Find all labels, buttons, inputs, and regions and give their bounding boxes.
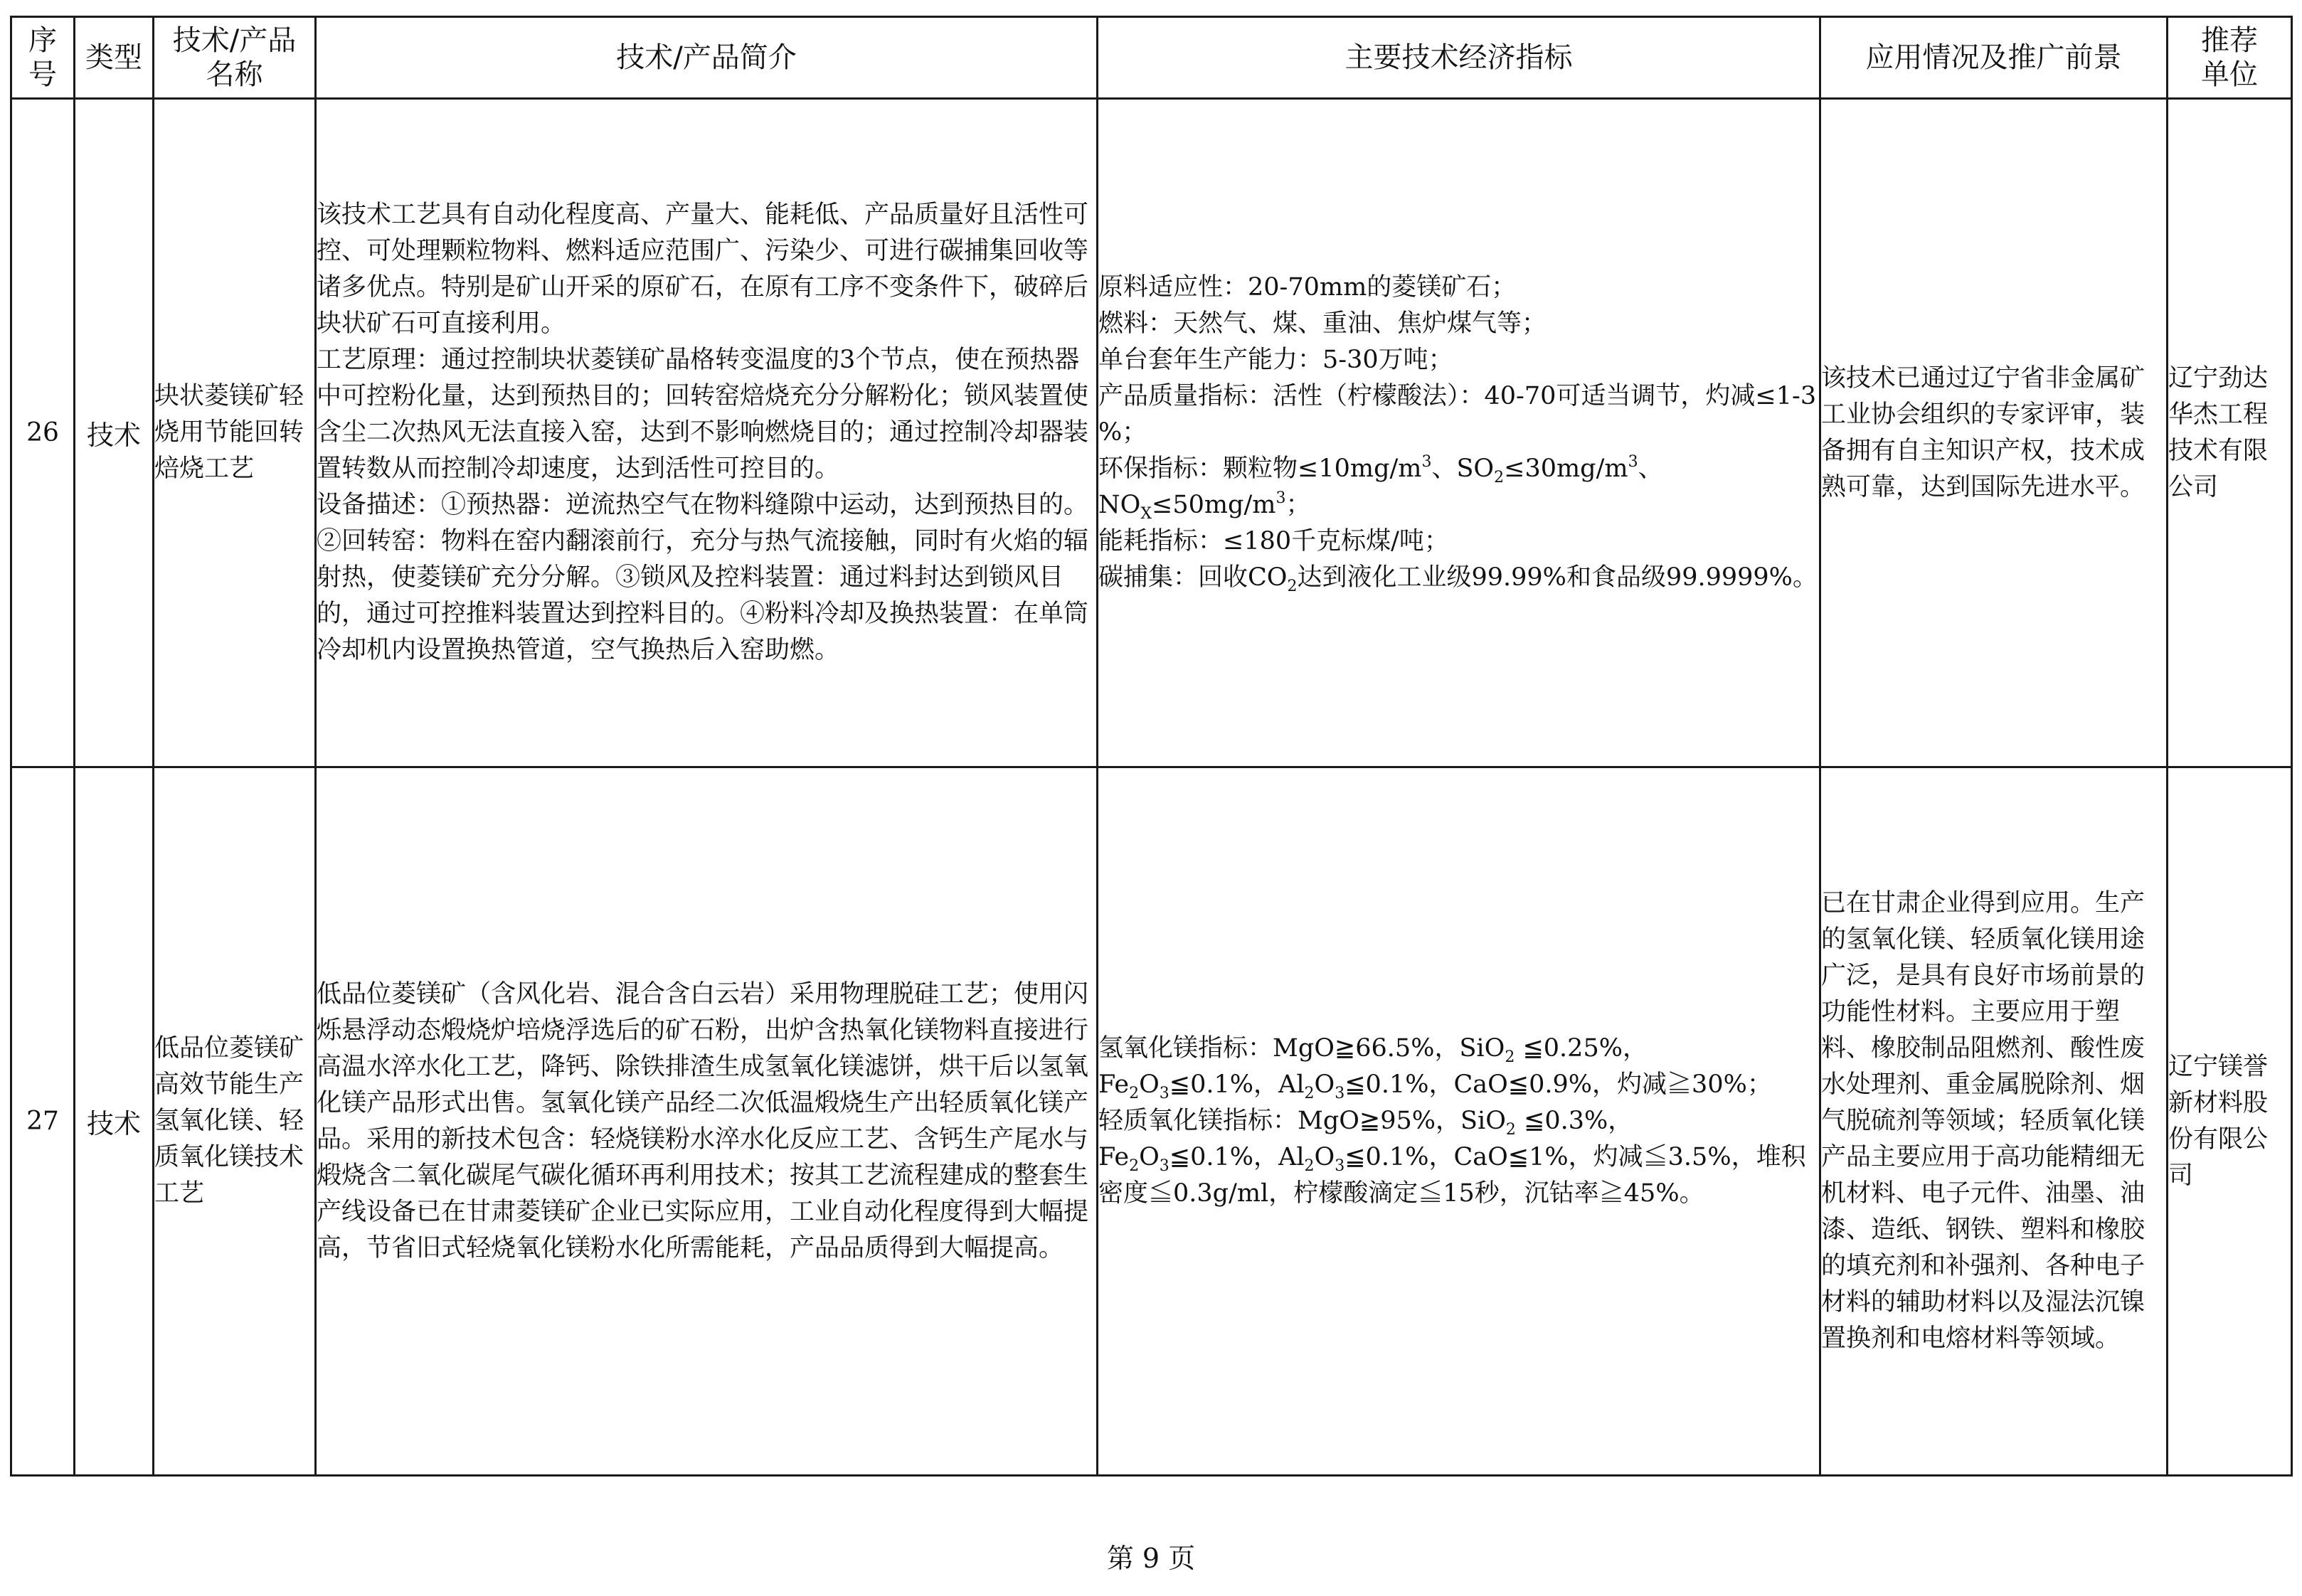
intro-paragraph: 该技术工艺具有自动化程度高、产量大、能耗低、产品质量好且活性可控、可处理颗粒物料、燃料适应范围广、污染少、可进行碳捕集回收等诸多优点。特别是矿山开采的原矿石，在原有工序不变条件下，破碎后块状矿石可直接利用。	[317, 201, 1089, 338]
metric-fuel: 燃料：天然气、煤、重油、焦炉煤气等；	[1098, 309, 1547, 338]
header-metrics: 主要技术经济指标	[1098, 17, 1820, 99]
row-metrics	[1098, 99, 1820, 767]
intro-paragraph: 低品位菱镁矿（含风化岩、混合含白云岩）采用物理脱硅工艺；使用闪烁悬浮动态煅烧炉培烧浮选后的矿石粉，出炉含热氧化镁物料直接进行高温水淬水化工艺，降钙、除铁排渣生成氢氧化镁滤饼，烘干后以氢氧化镁产品形式出售。氢氧化镁产品经二次低温煅烧生产出轻质氧化镁产品。采用的新技术包含：轻烧镁粉水淬水化反应工艺、含钙生产尾水与煅烧含二氧化碳尾气碳化循环再利用技术；按其工艺流程建成的整套生产线设备已在甘肃菱镁矿企业已实际应用，工业自动化程度得到大幅提高，节省旧式轻烧氧化镁粉水化所需能耗，产品品质得到大幅提高。	[317, 979, 1089, 1262]
row-type: 技术	[75, 767, 154, 1476]
row-type: 技术	[75, 99, 154, 767]
metric-magnesium-hydroxide: 氢氧化镁指标：MgO≧66.5%，SiO$_2$ ≦0.25%， $Fe_2O_3≦0.1\%$，$Al_2O_3≦0.1\%$，CaO≦0.9%，灼减≧30%；	[1098, 1034, 1772, 1102]
row-intro	[316, 99, 1098, 767]
row-name: 块状菱镁矿轻烧用节能回转焙烧工艺	[154, 99, 316, 767]
intro-paragraph: 工艺原理：通过控制块状菱镁矿晶格转变温度的3个节点，使在预热器中可控粉化量，达到预热目的；回转窑焙烧充分分解粉化；锁风装置使含尘二次热风无法直接入窑，达到不影响燃烧目的；通过控制冷却器装置转数从而控制冷却速度，达到活性可控目的。	[317, 346, 1089, 483]
metric-light-magnesia: 轻质氧化镁指标：MgO≧95%，SiO$_2$ ≦0.3%， $Fe_2O_3≦0.1\%$，$Al_2O_3≦0.1\%$，CaO≦1%，灼减≦3.5%，堆积密度≦0.3g/ml，柠檬酸滴定≦15秒，沉钴率≧45%。	[1098, 1107, 1806, 1208]
header-intro: 技术/产品简介	[316, 17, 1098, 99]
metric-environment: 环保指标：颗粒物$\le 10mg/m^3$、$SO_2\le 30mg/m^3$、$NO_X\le 50mg/m^3$；	[1098, 453, 1663, 523]
row-metrics	[1098, 767, 1820, 1476]
product-table	[10, 16, 2293, 1477]
table-row	[11, 99, 2292, 767]
metric-quality: 产品质量指标：活性（柠檬酸法）：40-70可适当调节，灼减≤1-3 %；	[1098, 382, 1817, 447]
table-row	[11, 767, 2292, 1476]
page-number: 第 9 页	[1106, 1543, 1196, 1574]
metric-carbon: 碳捕集：回收$CO_2$达到液化工业级99.99%和食品级99.9999%。	[1098, 563, 1818, 595]
row-application: 已在甘肃企业得到应用。生产的氢氧化镁、轻质氧化镁用途广泛，是具有良好市场前景的功能性材料。主要应用于塑料、橡胶制品阻燃剂、酸性废水处理剂、重金属脱除剂、烟气脱硫剂等领域；轻质氧化镁产品主要应用于高功能精细无机材料、电子元件、油墨、油漆、造纸、钢铁、塑料和橡胶的填充剂和补强剂、各种电子材料的辅助材料以及湿法沉镍置换剂和电熔材料等领域。	[1820, 767, 2168, 1476]
header-unit: 推荐 单位	[2168, 17, 2292, 99]
metric-raw: 原料适应性：20-70mm的菱镁矿石；	[1098, 273, 1517, 302]
header-row	[11, 17, 2292, 99]
row-application: 该技术已通过辽宁省非金属矿工业协会组织的专家评审，装备拥有自主知识产权，技术成熟可靠，达到国际先进水平。	[1820, 99, 2168, 767]
row-number: 26	[11, 99, 75, 767]
row-number: 27	[11, 767, 75, 1476]
header-type: 类型	[75, 17, 154, 99]
metric-capacity: 单台套年生产能力：5-30万吨；	[1098, 346, 1453, 374]
header-name: 技术/产品 名称	[154, 17, 316, 99]
header-application: 应用情况及推广前景	[1820, 17, 2168, 99]
row-intro	[316, 767, 1098, 1476]
row-unit: 辽宁劲达华杰工程技术有限公司	[2168, 99, 2292, 767]
row-unit: 辽宁镁誉新材料股份有限公司	[2168, 767, 2292, 1476]
row-name: 低品位菱镁矿高效节能生产氢氧化镁、轻质氧化镁技术工艺	[154, 767, 316, 1476]
metric-energy: 能耗指标：≤180千克标煤/吨；	[1098, 527, 1449, 555]
intro-paragraph: 设备描述：①预热器：逆流热空气在物料缝隙中运动，达到预热目的。②回转窑：物料在窑内翻滚前行，充分与热气流接触，同时有火焰的辐射热，使菱镁矿充分分解。③锁风及控料装置：通过料封达到锁风目的，通过可控推料装置达到控料目的。④粉料冷却及换热装置：在单筒冷却机内设置换热管道，空气换热后入窑助燃。	[317, 491, 1089, 664]
header-no: 序 号	[11, 17, 75, 99]
